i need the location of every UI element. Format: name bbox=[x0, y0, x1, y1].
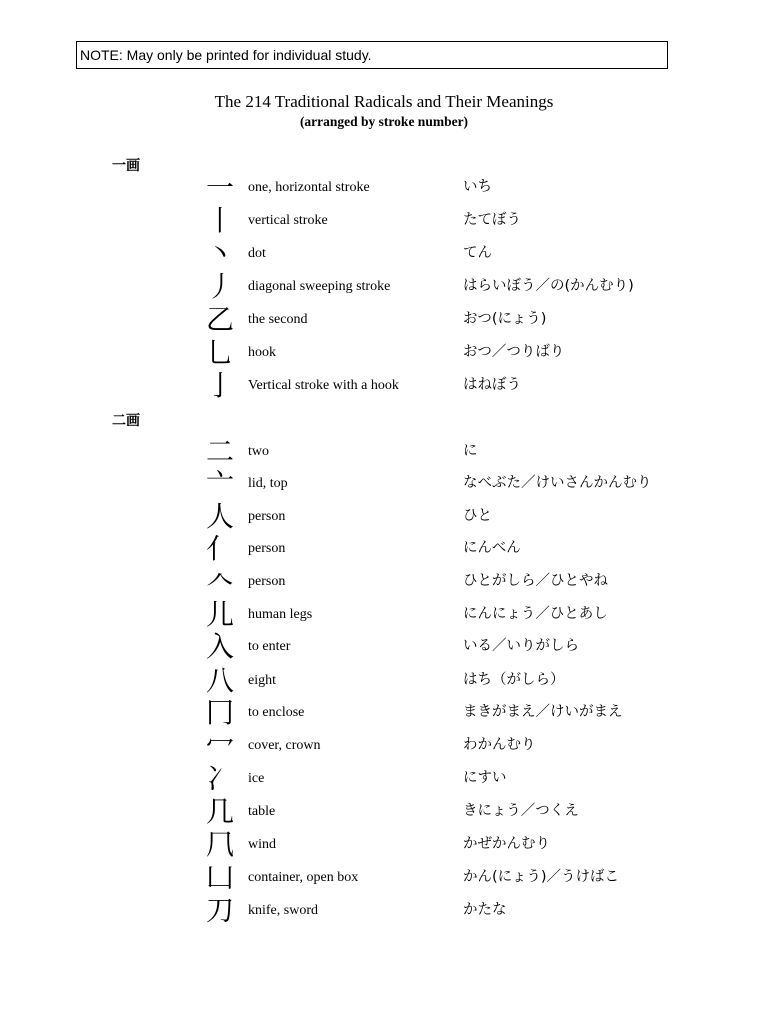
radical-reading: まきがまえ／けいがまえ bbox=[463, 704, 623, 720]
radical-meaning: lid, top bbox=[248, 476, 288, 491]
radical-row bbox=[0, 795, 768, 828]
radical-glyph: 冫 bbox=[205, 762, 234, 795]
radical-glyph: 丿 bbox=[205, 270, 234, 303]
print-notice: NOTE: May only be printed for individual study. bbox=[76, 41, 668, 69]
radical-glyph: 一 bbox=[205, 171, 234, 204]
radical-row bbox=[0, 467, 768, 500]
radical-glyph: 亻 bbox=[205, 532, 234, 565]
radical-glyph: 丶 bbox=[205, 237, 234, 270]
radical-meaning: vertical stroke bbox=[248, 213, 328, 228]
radical-meaning: to enter bbox=[248, 639, 291, 654]
radical-glyph: 乙 bbox=[205, 303, 234, 336]
radical-glyph: 几 bbox=[205, 795, 234, 828]
radical-meaning: knife, sword bbox=[248, 903, 318, 918]
radical-meaning: to enclose bbox=[248, 705, 305, 720]
radical-reading: おつ／つりばり bbox=[463, 344, 565, 360]
radical-meaning: person bbox=[248, 541, 286, 556]
radical-meaning: wind bbox=[248, 837, 276, 852]
radical-glyph: 入 bbox=[205, 630, 234, 663]
radical-row bbox=[0, 532, 768, 565]
page-subtitle: (arranged by stroke number) bbox=[299, 114, 469, 129]
radical-meaning: two bbox=[248, 444, 269, 459]
radical-glyph: 刀 bbox=[205, 894, 234, 927]
radical-reading: てん bbox=[463, 245, 492, 261]
radical-row bbox=[0, 565, 768, 598]
section-heading-two-strokes: 二画 bbox=[112, 413, 140, 429]
radical-row bbox=[0, 762, 768, 795]
radical-reading: にんべん bbox=[463, 540, 521, 556]
radical-reading: きにょう／つくえ bbox=[463, 803, 579, 819]
radical-row bbox=[0, 500, 768, 533]
radical-glyph: 儿 bbox=[205, 598, 234, 631]
radical-reading: かたな bbox=[463, 902, 507, 918]
radical-glyph: 人 bbox=[205, 500, 234, 533]
radical-row bbox=[0, 237, 768, 270]
radical-meaning: diagonal sweeping stroke bbox=[248, 279, 391, 294]
radical-meaning: Vertical stroke with a hook bbox=[248, 378, 399, 393]
radical-reading: ひと bbox=[463, 508, 492, 524]
radical-row bbox=[0, 270, 768, 303]
radical-meaning: person bbox=[248, 574, 286, 589]
radical-glyph: 亠 bbox=[205, 467, 234, 500]
radical-row bbox=[0, 696, 768, 729]
radical-meaning: table bbox=[248, 804, 276, 819]
radical-reading: にすい bbox=[463, 770, 507, 786]
radical-meaning: human legs bbox=[248, 607, 313, 622]
radical-reading: いち bbox=[463, 179, 492, 195]
radical-row bbox=[0, 828, 768, 861]
page-title: The 214 Traditional Radicals and Their Meanings bbox=[214, 92, 554, 111]
radical-glyph: ⺇ bbox=[205, 828, 234, 861]
radical-reading: に bbox=[463, 443, 478, 459]
radical-row bbox=[0, 336, 768, 369]
radical-glyph: 冂 bbox=[205, 696, 234, 729]
radical-glyph: 冖 bbox=[205, 729, 234, 762]
radical-meaning: person bbox=[248, 509, 286, 524]
radical-meaning: eight bbox=[248, 673, 276, 688]
radical-row bbox=[0, 598, 768, 631]
radical-row bbox=[0, 303, 768, 336]
radical-reading: かぜかんむり bbox=[463, 836, 550, 852]
radical-glyph: 丨 bbox=[205, 204, 234, 237]
radical-reading: ひとがしら／ひとやね bbox=[463, 573, 608, 589]
radical-meaning: ice bbox=[248, 771, 265, 786]
section-heading-one-stroke: 一画 bbox=[112, 158, 140, 174]
radical-row bbox=[0, 861, 768, 894]
radical-glyph: 亅 bbox=[205, 369, 234, 402]
radical-glyph: 乚 bbox=[205, 336, 234, 369]
radical-glyph: 𠆢 bbox=[205, 565, 234, 598]
radical-glyph: 凵 bbox=[205, 861, 234, 894]
radical-row bbox=[0, 894, 768, 927]
radical-reading: にんにょう／ひとあし bbox=[463, 606, 608, 622]
radical-reading: おつ(にょう) bbox=[463, 311, 547, 327]
radical-reading: なべぶた／けいさんかんむり bbox=[463, 475, 652, 491]
radical-row bbox=[0, 630, 768, 663]
radical-reading: はねぼう bbox=[463, 377, 521, 393]
radical-row bbox=[0, 369, 768, 402]
radical-row bbox=[0, 664, 768, 697]
radical-reading: たてぼう bbox=[463, 212, 521, 228]
radical-reading: はち（がしら） bbox=[463, 672, 565, 688]
radical-meaning: the second bbox=[248, 312, 308, 327]
radical-row bbox=[0, 729, 768, 762]
radical-meaning: container, open box bbox=[248, 870, 359, 885]
radical-glyph: 二 bbox=[205, 435, 234, 468]
radical-glyph: 八 bbox=[205, 664, 234, 697]
radical-meaning: one, horizontal stroke bbox=[248, 180, 370, 195]
radical-reading: はらいぼう／の(かんむり) bbox=[463, 278, 634, 294]
radical-meaning: cover, crown bbox=[248, 738, 321, 753]
radical-row bbox=[0, 204, 768, 237]
radical-reading: わかんむり bbox=[463, 737, 536, 753]
radical-reading: かん(にょう)／うけばこ bbox=[463, 869, 620, 885]
radical-reading: いる／いりがしら bbox=[463, 638, 579, 654]
radical-meaning: hook bbox=[248, 345, 276, 360]
radical-meaning: dot bbox=[248, 246, 266, 261]
radical-row bbox=[0, 171, 768, 204]
radical-row bbox=[0, 435, 768, 468]
